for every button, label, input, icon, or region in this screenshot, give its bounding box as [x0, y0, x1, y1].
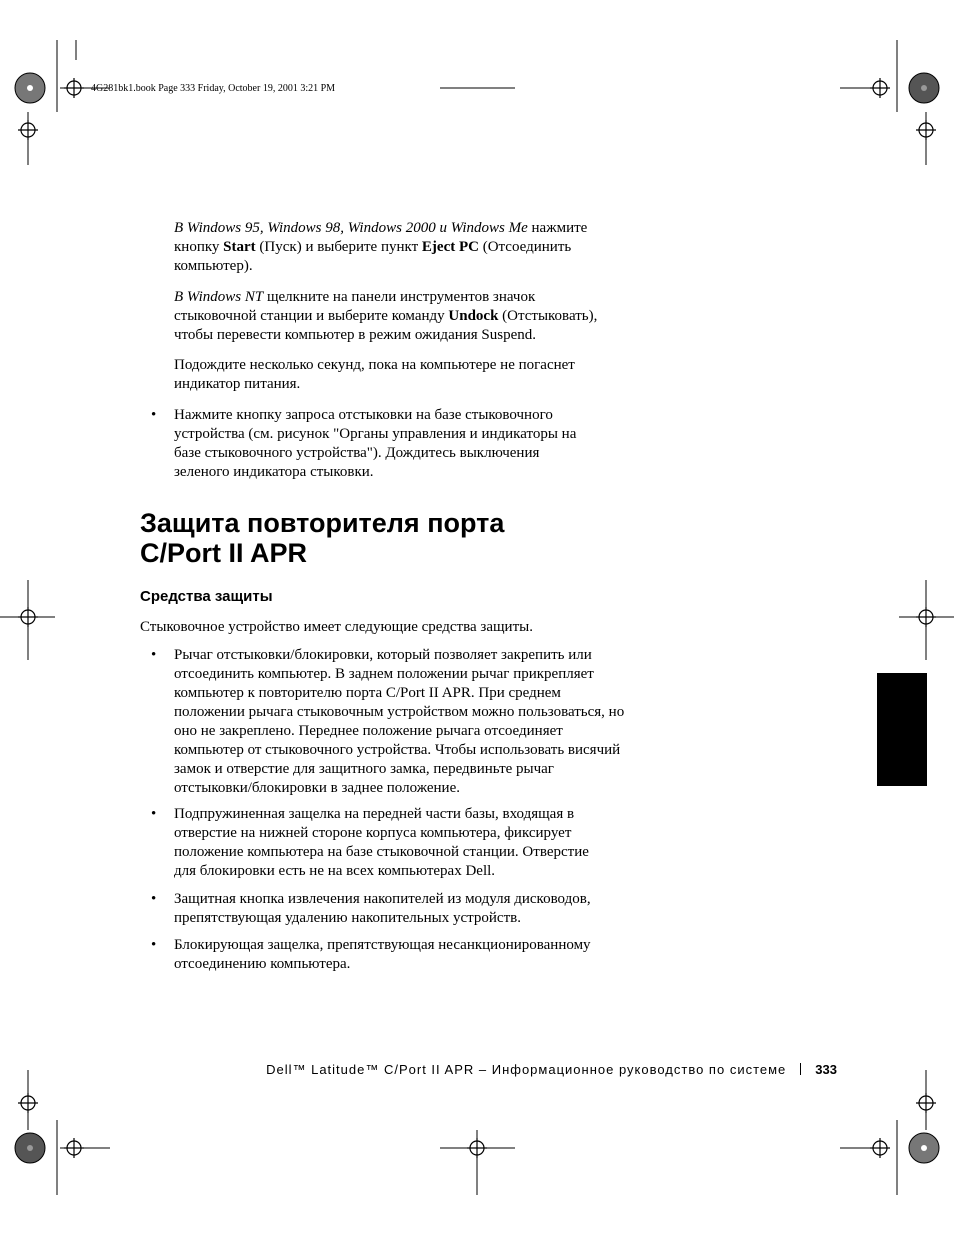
- subsection-heading: Средства защиты: [140, 588, 273, 605]
- undock-label: Undock: [448, 308, 499, 324]
- bullet-latch: Подпружиненная защелка на передней части базы, входящая в отверстие на нижней стороне корпуса компьютера, фиксирует положение компьютера на базе стыковочной станции. Отверстие для блокировки есть не на всех компьютерах Dell.: [174, 806, 589, 879]
- bullet-marker: •: [151, 806, 157, 822]
- text-span: нажмите кнопку: [174, 220, 588, 255]
- text-span: (Отстыковать), чтобы перевести компьютер в режим ожидания Suspend.: [174, 308, 598, 343]
- text-span: (Отсоединить компьютер).: [174, 239, 572, 274]
- paragraph-wait: Подождите несколько секунд, пока на компьютере не погаснет индикатор питания.: [174, 357, 575, 392]
- start-label: Start: [223, 239, 256, 255]
- chapter-tab: [877, 673, 927, 786]
- os-list: В Windows 95, Windows 98, Windows 2000 и Windows Me: [174, 220, 528, 236]
- footer-title: Dell™ Latitude™ C/Port II APR – Информационное руководство по системе: [266, 1062, 787, 1077]
- bullet-marker: •: [151, 891, 157, 907]
- paragraph-windows-nt: [174, 288, 619, 345]
- os-nt: В Windows NT: [174, 289, 264, 305]
- page-footer: [266, 1062, 837, 1077]
- print-header: 4G281bk1.book Page 333 Friday, October 19, 2001 3:21 PM: [91, 83, 336, 94]
- footer-separator: [800, 1063, 801, 1075]
- page-number: 333: [815, 1062, 837, 1077]
- intro-text: Стыковочное устройство имеет следующие средства защиты.: [140, 619, 533, 635]
- heading-line-1: Защита повторителя порта: [140, 508, 505, 538]
- bullet-marker: •: [151, 937, 157, 953]
- bullet-undock-request: Нажмите кнопку запроса отстыковки на базе стыковочного устройства (см. рисунок "Органы управления и индикаторы на базе стыковочного устройства"). Дождитесь выключения зеленого индикатора стыковки.: [174, 407, 577, 480]
- bullet-lever: Рычаг отстыковки/блокировки, который позволяет закрепить или отсоединить компьютер. В заднем положении рычаг прикрепляет компьютер к повторителю порта C/Port II APR. При среднем положении рычага стыковочным устройством можно пользоваться, но оно не закреплено. Переднее положение рычага отсоединяет компьютер от стыковочного устройства. Чтобы использовать висячий замок и отверстие для защитного замка, передвиньте рычаг отстыковки/блокировки в заднее положение.: [174, 647, 625, 796]
- bullet-eject-button: Защитная кнопка извлечения накопителей из модуля дисководов, препятствующая удалению накопительных устройств.: [174, 891, 591, 926]
- bullet-marker: •: [151, 647, 157, 663]
- bullet-marker: •: [151, 407, 157, 423]
- paragraph-windows-95: [174, 219, 634, 276]
- bullet-lock-latch: Блокирующая защелка, препятствующая несанкционированному отсоединению компьютера.: [174, 937, 591, 972]
- eject-pc-label: Eject PC: [421, 239, 479, 255]
- text-span: (Пуск) и выберите пункт: [255, 239, 422, 255]
- section-heading: [140, 508, 640, 568]
- heading-line-2: C/Port II APR: [140, 538, 308, 568]
- text-span: щелкните на панели инструментов значок стыковочной станции и выберите команду: [174, 289, 536, 324]
